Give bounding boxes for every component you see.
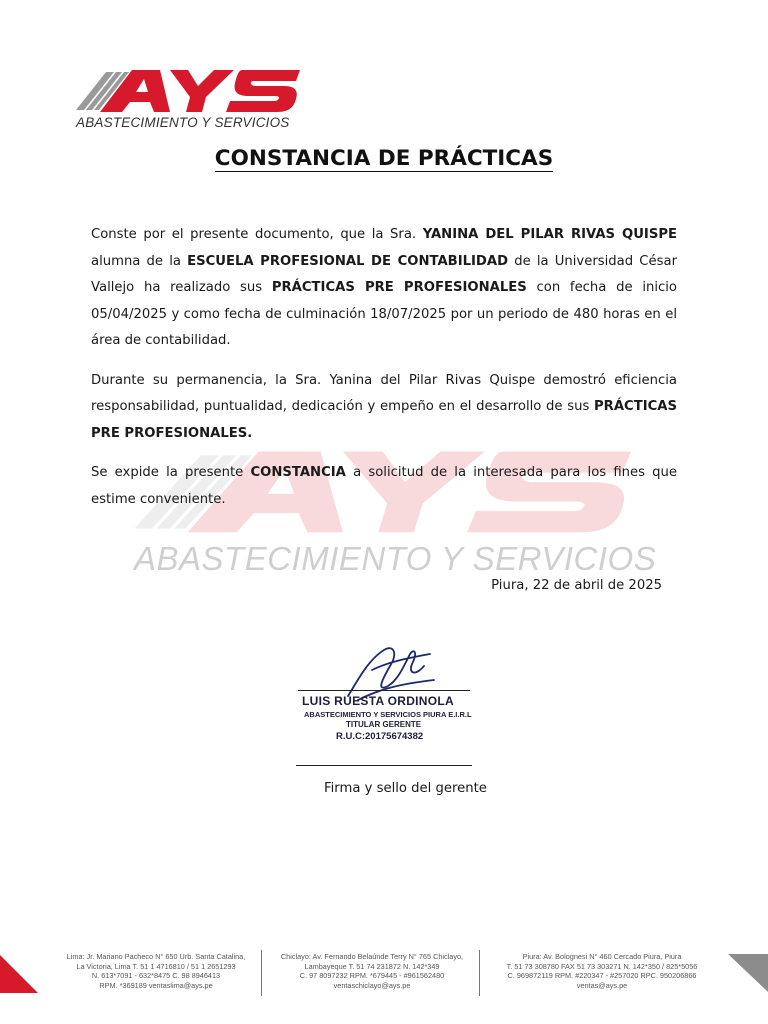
signer-company: ABASTECIMIENTO Y SERVICIOS PIURA E.I.R.L xyxy=(304,710,472,719)
footer-chiclayo xyxy=(270,952,474,990)
stamp-line xyxy=(298,690,470,691)
signer-ruc: R.U.C:20175674382 xyxy=(336,731,424,742)
footer-chiclayo-line: Chiclayo: Av. Fernando Belaúnde Terry N° 765 Chiclayo, xyxy=(280,952,464,961)
p1-text-4: con fecha de inicio 05/04/2025 y como fecha de culminación 18/07/2025 por un periodo de 480 horas en el área de contabilidad. xyxy=(91,280,677,348)
paragraph-3 xyxy=(91,460,677,513)
footer-lima-line: N. 613*7091 - 632*8475 C. 98 8946413 xyxy=(91,971,221,981)
footer-piura-line: ventas@ays.pe xyxy=(576,980,628,990)
p3-constancia: CONSTANCIA xyxy=(250,465,346,480)
footer-left-triangle xyxy=(0,955,38,993)
document-title-text: CONSTANCIA DE PRÁCTICAS xyxy=(214,146,554,171)
document-body xyxy=(91,222,677,526)
footer-separator xyxy=(479,950,480,996)
footer-chiclayo-line: ventaschiclayo@ays.pe xyxy=(333,980,411,990)
p3-text-2: a solicitud de la interesada para los fines que estime conveniente. xyxy=(91,465,678,507)
logo-subtitle: ABASTECIMIENTO Y SERVICIOS xyxy=(76,115,290,130)
footer-piura-line: T. 51 73 308780 FAX 51 73 303271 N. 142*350 / 825*5056 xyxy=(506,961,698,971)
document-title xyxy=(0,146,768,171)
p1-text-3: de la Universidad César Vallejo ha realizado sus xyxy=(91,253,677,295)
p1-text-1: Conste por el presente documento, que la Sra. xyxy=(91,227,423,242)
issue-date: Piura, 22 de abril de 2025 xyxy=(491,578,662,593)
p2-practice: PRÁCTICAS PRE PROFESIONALES. xyxy=(91,399,677,441)
watermark-subtitle: ABASTECIMIENTO Y SERVICIOS xyxy=(134,540,657,577)
paragraph-2 xyxy=(91,368,677,448)
practice-type: PRÁCTICAS PRE PROFESIONALES xyxy=(271,280,527,295)
student-name: YANINA DEL PILAR RIVAS QUISPE xyxy=(422,227,678,242)
paragraph-1 xyxy=(91,222,677,355)
footer-lima-line: Lima: Jr. Mariano Pacheco N° 650 Urb. Santa Catalina, xyxy=(66,952,246,961)
p1-text-2: alumna de la xyxy=(91,253,188,269)
ays-logo-mark xyxy=(74,64,304,116)
footer-lima-line: La Victoria, Lima T. 51 1 4716810 / 51 1 2651293 xyxy=(76,961,236,971)
footer-piura-line: Piura: Av. Bolognesi N° 460 Cercado Piura, Piura xyxy=(522,952,682,961)
footer-piura xyxy=(486,952,718,990)
signature-label: Firma y sello del gerente xyxy=(324,781,487,796)
signature-stamp xyxy=(298,640,478,750)
footer-chiclayo-line: Lambayeque T. 51 74 231872 N. 142*349 xyxy=(304,961,440,971)
footer-lima-line: RPM. *369189 ventaslima@ays.pe xyxy=(99,980,213,990)
p2-text-1: Durante su permanencia, la Sra. Yanina del Pilar Rivas Quispe demostró eficiencia responsabilidad, puntualidad, dedicación y empeño en el desarrollo de sus xyxy=(91,372,677,414)
footer-lima xyxy=(56,952,256,990)
signer-role: TITULAR GERENTE xyxy=(346,720,422,729)
school-name: ESCUELA PROFESIONAL DE CONTABILIDAD xyxy=(187,253,509,269)
footer-separator xyxy=(261,950,262,996)
signer-name: LUIS RUESTA ORDINOLA xyxy=(302,694,454,708)
signature-line xyxy=(296,765,472,766)
p3-text-1: Se expide la presente xyxy=(91,465,251,480)
footer-chiclayo-line: C. 97 8097232 RPM. *679445 - #961562480 xyxy=(299,971,445,981)
footer-right-triangle xyxy=(728,954,768,992)
footer-piura-line: C. 969872119 RPM. #220347 - #257020 RPC. 950206866 xyxy=(507,971,697,981)
